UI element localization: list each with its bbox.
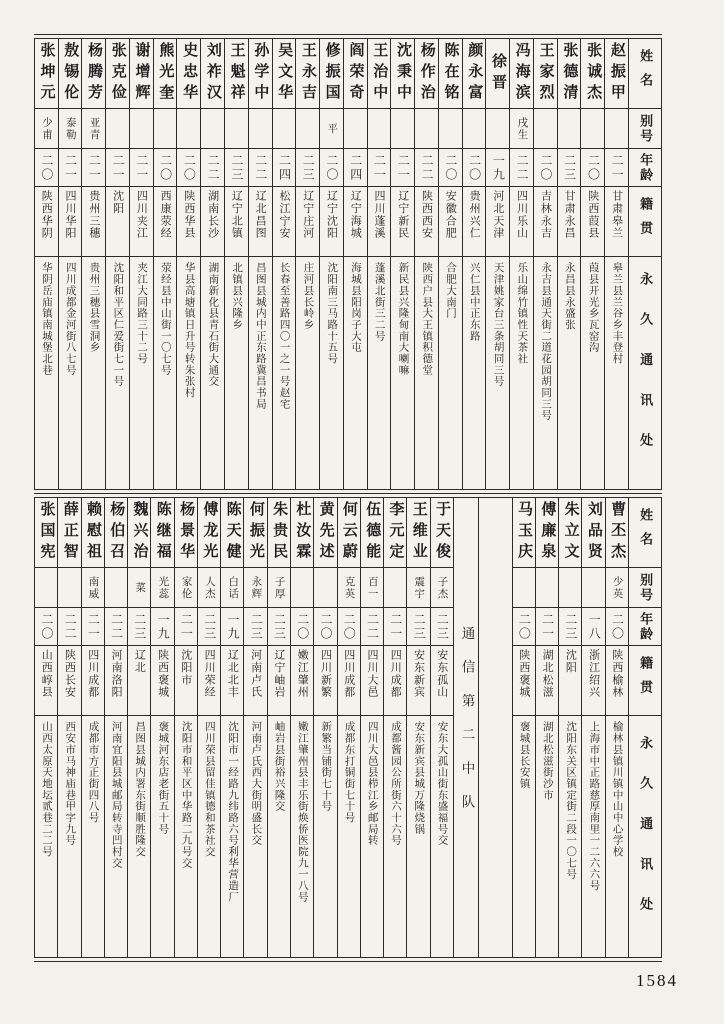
- person-native-place: 湖北松滋: [541, 649, 554, 699]
- person-address: 沈阳南三马路十五号: [326, 262, 338, 365]
- person-native-place: 河南洛阳: [110, 649, 123, 699]
- person-name: 陈天健: [224, 501, 241, 564]
- person-native-place: 辽北昌图: [254, 190, 267, 240]
- person-age: 二一: [396, 153, 411, 182]
- person-age: 二一: [63, 153, 78, 182]
- person-address: 陕西户县大王镇积德堂: [421, 262, 433, 376]
- person-native-place: 安徽合肥: [444, 190, 457, 240]
- person-name: 杜汝霖: [294, 501, 311, 564]
- person-address: 沈阳市一经路九纬路六号利华营造厂: [227, 721, 239, 903]
- person-name: 于天俊: [433, 501, 450, 564]
- person-column: [390, 39, 414, 489]
- person-native-place: 陕西葭县: [586, 190, 599, 240]
- roster-table-bottom: [34, 497, 662, 958]
- person-native-place: 嫩江肇州: [296, 649, 309, 699]
- person-native-place: 沈阳市: [179, 649, 192, 686]
- person-address: 贵州三穗县雪洞乡: [88, 262, 100, 353]
- person-address: 昌图县城内中正东路冀昌书局: [254, 262, 266, 410]
- person-column: [343, 39, 367, 489]
- person-column: [57, 498, 80, 957]
- person-name: 张诚杰: [585, 42, 602, 105]
- person-name: 王维业: [410, 501, 427, 564]
- person-native-place: 四川成都: [389, 649, 402, 699]
- person-name: 杨作治: [418, 42, 435, 105]
- person-column: [272, 39, 296, 489]
- header-column: [628, 39, 661, 489]
- header-native-place: 籍贯: [638, 656, 654, 705]
- person-name: 吴文华: [276, 42, 293, 105]
- person-address: 长春至善路四〇一之一号赵宅: [278, 262, 290, 410]
- person-native-place: 陕西西安: [420, 190, 433, 240]
- person-column: [462, 39, 486, 489]
- person-alias: 菜: [134, 581, 146, 594]
- person-native-place: 四川华阳: [64, 190, 77, 240]
- person-age: 二〇: [295, 612, 310, 641]
- person-name: 熊光奎: [157, 42, 174, 105]
- person-address: 四川成都金河街八七号: [64, 262, 76, 376]
- person-column: [337, 498, 360, 957]
- person-native-place: 甘肃永昌: [563, 190, 576, 240]
- person-age: 二〇: [39, 612, 54, 641]
- person-name: 王永吉: [299, 42, 316, 105]
- person-address: 沈阳市和平区中华路二九号交: [180, 721, 192, 869]
- person-address: 兴仁县中正东路: [468, 262, 480, 342]
- person-age: 二四: [277, 153, 292, 182]
- person-alias: 子厚: [273, 575, 285, 600]
- person-address: 嫩江肇州县丰乐街焕侨医院九一八号: [296, 721, 308, 903]
- person-name: 徐晋: [490, 52, 507, 95]
- person-address: 蓬溪北街三二号: [373, 262, 385, 342]
- person-address: 沈阳东关区镇定街二段一〇七号: [565, 721, 577, 880]
- person-name: 王家烈: [537, 42, 554, 105]
- person-native-place: 辽北: [133, 649, 146, 674]
- squadron-divider-column: [453, 498, 479, 957]
- person-name: 傅廉泉: [539, 501, 556, 564]
- person-age: 二〇: [39, 153, 54, 182]
- person-address: 安东新宾县城万隆烧锅: [413, 721, 425, 835]
- person-column: [535, 498, 558, 957]
- person-column: [558, 498, 581, 957]
- person-age: 二二: [206, 153, 221, 182]
- person-alias: 人杰: [203, 575, 215, 600]
- person-age: 二〇: [158, 153, 173, 182]
- person-age: 一九: [156, 612, 171, 641]
- person-name: 陈在铭: [442, 42, 459, 105]
- person-native-place: 陕西褒城: [517, 649, 530, 699]
- person-name: 伍德能: [364, 501, 381, 564]
- person-native-place: 四川成都: [342, 649, 355, 699]
- person-address: 新民县兴隆甸南大喇嘛: [397, 262, 409, 376]
- person-name: 赵振甲: [608, 42, 625, 105]
- person-column: [512, 498, 535, 957]
- person-age: 二二: [109, 612, 124, 641]
- person-age: 二一: [86, 612, 101, 641]
- person-address: 岫岩县街裕兴隆交: [273, 721, 285, 812]
- person-native-place: 辽宁岫岩: [272, 649, 285, 699]
- person-address: 湖北松滋街沙市: [541, 721, 553, 801]
- person-column: [383, 498, 406, 957]
- person-address: 昌图县城内署东街顺胜隆交: [134, 721, 146, 858]
- person-address: 西安市马神庙巷甲字九号: [64, 721, 76, 846]
- person-column: [367, 39, 391, 489]
- person-name: 颜永富: [466, 42, 483, 105]
- person-native-place: 陕西榆林: [610, 649, 623, 699]
- person-alias: 克英: [343, 575, 355, 600]
- person-native-place: 浙江绍兴: [587, 649, 600, 699]
- person-address: 山西太原天地坛贰巷二二号: [41, 721, 52, 858]
- person-age: 二〇: [538, 153, 553, 182]
- person-name: 刘祚汉: [204, 42, 221, 105]
- person-column: [129, 39, 153, 489]
- person-native-place: 四川大邑: [365, 649, 378, 699]
- person-age: 二〇: [443, 153, 458, 182]
- person-alias: 少甫: [41, 116, 53, 141]
- header-column: [628, 498, 661, 957]
- person-name: 冯海滨: [513, 42, 530, 105]
- person-native-place: 辽北北丰: [226, 649, 239, 699]
- person-address: 夹江大同路三十二号: [136, 262, 148, 365]
- person-age: 二三: [562, 153, 577, 182]
- header-name: 姓名: [638, 49, 654, 98]
- person-column: [557, 39, 581, 489]
- person-address: 安东大孤山街东盛福号交: [436, 721, 448, 846]
- header-address: 永久通讯处: [638, 735, 654, 938]
- person-age: 二〇: [467, 153, 482, 182]
- squadron-divider-label: 通信第二中队: [459, 626, 475, 829]
- person-age: 二三: [272, 612, 287, 641]
- person-address: 庄河县长岭乡: [302, 262, 314, 331]
- person-alias: 白话: [227, 575, 239, 600]
- person-column: [430, 498, 453, 957]
- header-age: 年龄: [638, 152, 654, 183]
- person-age: 二三: [435, 612, 450, 641]
- person-column: [150, 498, 173, 957]
- person-age: 二二: [253, 153, 268, 182]
- spacer-column: [478, 498, 511, 957]
- person-column: [360, 498, 383, 957]
- person-native-place: 沈阳: [564, 649, 577, 674]
- person-column: [127, 498, 150, 957]
- person-age: 二三: [229, 153, 244, 182]
- person-address: 成都市方正街四八号: [87, 721, 99, 824]
- person-column: [605, 498, 628, 957]
- person-name: 何云蔚: [340, 501, 357, 564]
- person-address: 榆林县镇川镇中山中心学校: [611, 721, 623, 858]
- person-age: 二三: [132, 612, 147, 641]
- person-column: [509, 39, 533, 489]
- person-native-place: 湖南长沙: [206, 190, 219, 240]
- person-column: [58, 39, 82, 489]
- person-column: [604, 39, 628, 489]
- person-name: 薛正智: [61, 501, 78, 564]
- person-column: [220, 498, 243, 957]
- person-alias: 百一: [366, 575, 378, 600]
- person-alias: 光蕊: [157, 575, 169, 600]
- person-native-place: 四川蓬溪: [373, 190, 385, 240]
- person-age: 二一: [111, 153, 126, 182]
- person-address: 乐山绵竹镇性天茶社: [516, 262, 528, 365]
- person-native-place: 陕西华县: [182, 190, 195, 240]
- person-address: 成都东打铜街七十号: [343, 721, 355, 824]
- person-name: 黄先述: [317, 501, 334, 564]
- person-column: [581, 498, 604, 957]
- person-column: [319, 39, 343, 489]
- person-name: 张德清: [561, 42, 578, 105]
- header-address: 永久通讯处: [638, 272, 654, 474]
- person-address: 河南卢氏西大街明盛长交: [250, 721, 262, 846]
- person-name: 杨腾芳: [86, 42, 103, 105]
- person-native-place: 吉林永吉: [539, 190, 552, 240]
- person-age: 二〇: [517, 612, 532, 641]
- person-column: [35, 39, 58, 489]
- person-age: 二〇: [610, 612, 625, 641]
- person-native-place: 四川新繁: [319, 649, 332, 699]
- person-address: 上海市中正路慈厚南里一二六六号: [588, 721, 600, 892]
- person-name: 马玉庆: [516, 501, 533, 564]
- person-age: 二一: [179, 612, 194, 641]
- person-age: 二〇: [342, 612, 357, 641]
- person-alias: 少英: [611, 575, 623, 600]
- person-native-place: 陕西褒城: [156, 649, 169, 699]
- person-name: 杨伯召: [108, 501, 125, 564]
- person-native-place: 陕西华阴: [40, 190, 53, 240]
- person-age: 二〇: [325, 153, 340, 182]
- person-column: [580, 39, 604, 489]
- person-column: [105, 39, 129, 489]
- person-alias: 平: [326, 122, 338, 135]
- person-column: [224, 39, 248, 489]
- person-name: 张国宪: [38, 501, 55, 564]
- person-age: 二一: [87, 153, 102, 182]
- person-name: 修振国: [323, 42, 340, 105]
- person-alias: 戌生: [516, 116, 528, 141]
- person-address: 合肥大南门: [445, 262, 457, 319]
- person-column: [35, 498, 57, 957]
- person-column: [104, 498, 127, 957]
- person-age: 二三: [249, 612, 264, 641]
- person-native-place: 沈阳: [111, 190, 124, 215]
- person-name: 朱立文: [562, 501, 579, 564]
- person-name: 朱贵民: [271, 501, 288, 564]
- person-column: [533, 39, 557, 489]
- person-address: 葭县开光乡瓦窑沟: [587, 262, 599, 353]
- person-column: [290, 498, 313, 957]
- person-name: 李元定: [387, 501, 404, 564]
- person-alias: 亚青: [88, 116, 100, 141]
- person-native-place: 安东孤山: [435, 649, 448, 699]
- person-age: 二〇: [182, 153, 197, 182]
- person-native-place: 山西崞县: [40, 649, 53, 699]
- person-address: 褒城河东店老街五十号: [157, 721, 169, 835]
- person-age: 二二: [365, 612, 380, 641]
- person-column: [243, 498, 266, 957]
- person-name: 张坤元: [38, 42, 55, 105]
- person-column: [81, 39, 105, 489]
- person-address: 四川荣县留佳镇德和茶社交: [203, 721, 215, 858]
- person-name: 敖锡伦: [62, 42, 79, 105]
- person-native-place: 辽宁北镇: [230, 190, 243, 240]
- header-alias: 别号: [638, 572, 654, 603]
- person-address: 天津姚家台三条胡同三号: [492, 262, 504, 387]
- person-age: 一九: [225, 612, 240, 641]
- person-age: 一八: [587, 612, 602, 641]
- person-native-place: 辽宁新民: [396, 190, 409, 240]
- person-column: [406, 498, 429, 957]
- person-column: [248, 39, 272, 489]
- person-column: [485, 39, 509, 489]
- person-column: [414, 39, 438, 489]
- person-age: 二二: [420, 153, 435, 182]
- person-address: 海城县阳岗子大屯: [349, 262, 361, 353]
- person-age: 二三: [563, 612, 578, 641]
- person-address: 荥经县中山街一〇七号: [159, 262, 171, 376]
- person-name: 刘品贤: [585, 501, 602, 564]
- header-name: 姓名: [638, 508, 654, 557]
- person-alias: 家伦: [180, 575, 192, 600]
- person-native-place: 四川乐山: [515, 190, 528, 240]
- person-native-place: 河南卢氏: [249, 649, 262, 699]
- person-name: 王治中: [371, 42, 388, 105]
- person-age: 二一: [610, 153, 625, 182]
- person-column: [197, 498, 220, 957]
- person-address: 永吉县通天街二道花园胡同三号: [540, 262, 552, 421]
- person-column: [313, 498, 336, 957]
- person-column: [295, 39, 319, 489]
- person-age: 一九: [491, 153, 506, 182]
- person-native-place: 陕西长安: [63, 649, 76, 699]
- person-native-place: 四川荣经: [203, 649, 216, 699]
- person-age: 二三: [202, 612, 217, 641]
- header-alias: 别号: [638, 113, 654, 144]
- person-native-place: 四川夹江: [135, 190, 148, 240]
- person-name: 赖慰祖: [85, 501, 101, 564]
- person-age: 二〇: [586, 153, 601, 182]
- person-name: 魏兴治: [131, 501, 148, 564]
- person-name: 王魁祥: [228, 42, 245, 105]
- person-alias: 永辉: [250, 575, 262, 600]
- person-age: 二二: [515, 153, 530, 182]
- person-age: 二一: [540, 612, 555, 641]
- person-address: 皋兰县兰谷乡丰登村: [611, 262, 623, 365]
- person-age: 二一: [372, 153, 387, 182]
- person-name: 史忠华: [181, 42, 198, 105]
- person-address: 沈阳和平区仁爱街七一号: [112, 262, 124, 387]
- person-native-place: 安东新宾: [412, 649, 425, 699]
- person-native-place: 贵州三穗: [87, 190, 100, 240]
- person-address: 北镇县兴隆乡: [231, 262, 243, 331]
- person-alias: 子杰: [436, 575, 448, 600]
- person-column: [200, 39, 224, 489]
- page-number: 1584: [636, 971, 678, 990]
- person-column: [176, 39, 200, 489]
- person-age: 二〇: [319, 612, 333, 641]
- person-native-place: 甘肃皋兰: [610, 190, 623, 240]
- person-age: 二一: [134, 153, 149, 182]
- person-alias: 南威: [87, 575, 99, 600]
- person-address: 华阴岳庙镇南城堡北巷: [41, 262, 53, 376]
- person-native-place: 西康荥经: [159, 190, 172, 240]
- person-address: 新繁当铺街七十号: [320, 721, 332, 812]
- person-name: 傅龙光: [201, 501, 218, 564]
- person-native-place: 辽宁庄河: [301, 190, 314, 240]
- person-native-place: 四川成都: [86, 649, 99, 699]
- header-age: 年龄: [638, 611, 654, 642]
- person-native-place: 辽宁沈阳: [325, 190, 338, 240]
- person-name: 何振光: [247, 501, 264, 564]
- person-name: 谢增辉: [133, 42, 150, 105]
- person-column: [81, 498, 104, 957]
- person-name: 陈继福: [154, 501, 171, 564]
- person-alias: 泰勒: [64, 116, 76, 141]
- person-name: 阎荣奇: [347, 42, 364, 105]
- person-address: 永昌县永盛张: [563, 262, 575, 331]
- person-address: 褒城县长安镇: [518, 721, 530, 790]
- person-age: 二四: [348, 153, 363, 182]
- person-address: 华县高塘镇日升号转朱张村: [183, 262, 195, 399]
- person-name: 曹丕杰: [609, 501, 626, 564]
- person-age: 二三: [412, 612, 427, 641]
- person-age: 二一: [388, 612, 403, 641]
- person-name: 张克俭: [109, 42, 126, 105]
- person-name: 沈秉中: [394, 42, 411, 105]
- person-native-place: 河北天津: [491, 190, 504, 240]
- person-address: 河南宜阳县城邮局转寺凹村交: [110, 721, 122, 869]
- person-column: [438, 39, 462, 489]
- person-age: 二三: [301, 153, 316, 182]
- person-name: 杨景华: [178, 501, 195, 564]
- person-native-place: 贵州兴仁: [468, 190, 481, 240]
- person-native-place: 松江宁安: [277, 190, 290, 240]
- person-address: 成都酱园公所街六十六号: [389, 721, 401, 846]
- person-age: 二二: [63, 612, 78, 641]
- person-address: 四川大邑县栉江乡邮局转: [366, 721, 378, 846]
- person-column: [153, 39, 177, 489]
- person-alias: 震宇: [413, 575, 425, 600]
- person-name: 孙学中: [252, 42, 269, 105]
- person-native-place: 辽宁海城: [349, 190, 362, 240]
- roster-table-top: [34, 38, 662, 490]
- person-column: [174, 498, 197, 957]
- person-address: 湖南新化县青石街大通交: [207, 262, 219, 387]
- header-native-place: 籍贯: [638, 197, 654, 246]
- person-column: [267, 498, 290, 957]
